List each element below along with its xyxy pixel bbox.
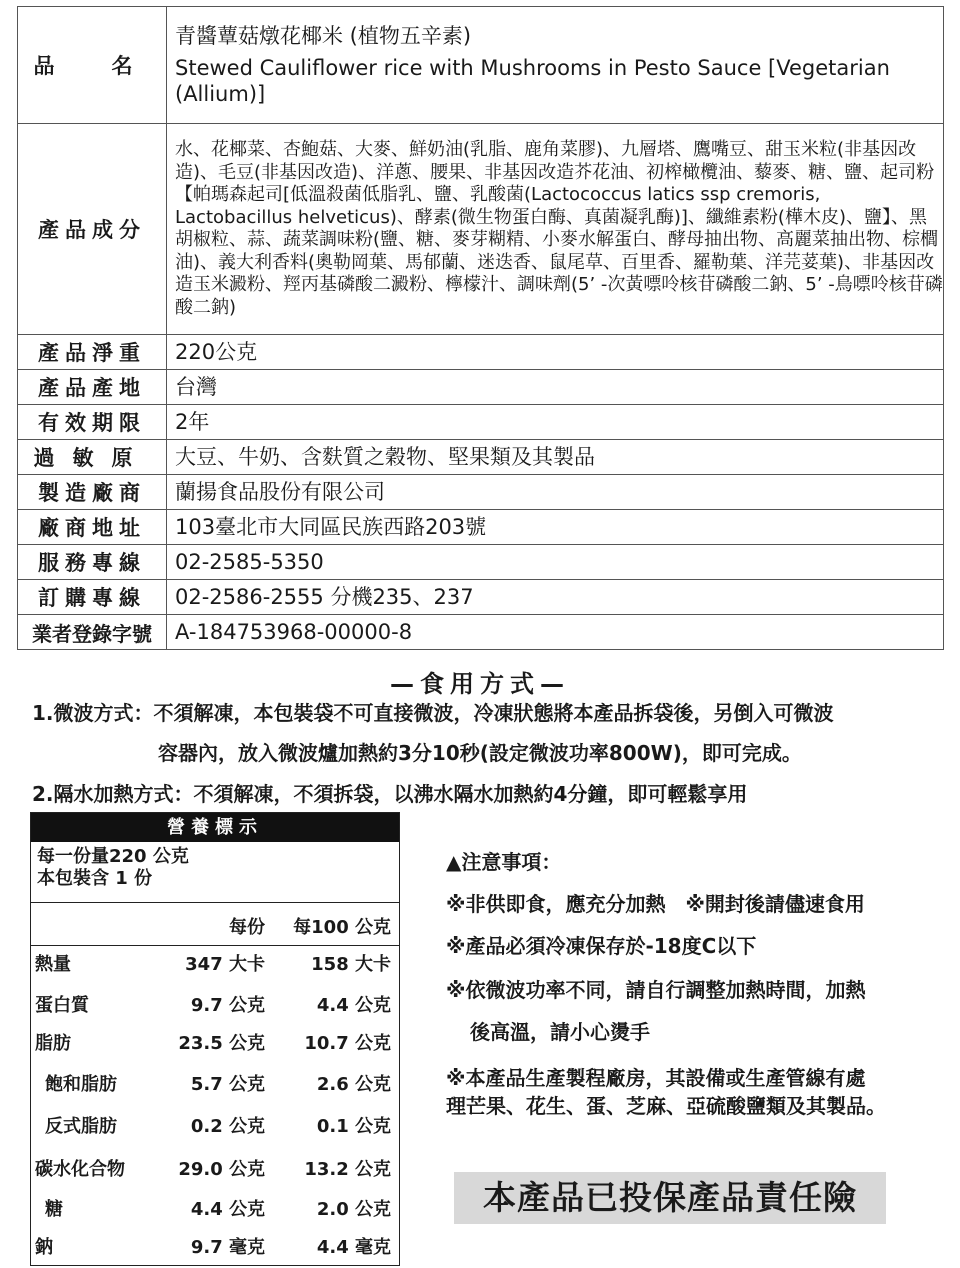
info-row <box>18 335 944 370</box>
nutrient-per-100g: 13.2 公克 <box>304 1159 391 1180</box>
nutrient-name: 鈉 <box>35 1237 53 1258</box>
nutrient-per-100g: 2.6 公克 <box>316 1074 391 1095</box>
nutrient-per-100g: 0.1 公克 <box>316 1116 391 1137</box>
info-row <box>18 370 944 405</box>
product-name-row <box>18 7 944 124</box>
info-row <box>18 615 944 650</box>
info-row <box>18 545 944 580</box>
ingredients-label: 產品成分 <box>18 124 167 335</box>
info-value: 2年 <box>167 405 944 440</box>
product-name-label: 品 名 <box>18 7 167 124</box>
info-row <box>18 405 944 440</box>
nutrient-per-100g: 4.4 公克 <box>316 995 391 1016</box>
product-info-table <box>17 6 944 650</box>
nutrient-name: 脂肪 <box>35 1033 71 1054</box>
info-label: 過敏原 <box>18 440 167 475</box>
info-row <box>18 440 944 475</box>
info-value: 220公克 <box>167 335 944 370</box>
nutrient-name: 反式脂肪 <box>45 1116 117 1137</box>
ingredients-text: 水、花椰菜、杏鮑菇、大麥、鮮奶油(乳脂、鹿角菜膠)、九層塔、鷹嘴豆、甜玉米粒(非基因改造)、毛豆(非基因改造)、洋蔥、腰果、非基因改造芥花油、初榨橄欖油、藜麥、糖、鹽、起司粉【帕瑪森起司[低溫殺菌低脂乳、鹽、乳酸菌(Lactococcus latics ssp cremoris, Lactobacillus helveticus)、酵素(微生物蛋白酶、真菌凝乳酶)]、纖維素粉(樺木皮)、鹽】、黑胡椒粒、蒜、蔬菜調味粉(鹽、糖、麥芽糊精、小麥水解蛋白、酵母抽出物、高麗菜抽出物、棕櫚油)、義大利香料(奧勒岡葉、馬郁蘭、迷迭香、鼠尾草、百里香、羅勒葉、洋芫荽葉)、非基因改造玉米澱粉、羥丙基磷酸二澱粉、檸檬汁、調味劑(5’ -次黃嘌呤核苷磷酸二鈉、5’ -鳥嘌呤核苷磷酸二鈉) <box>167 124 944 335</box>
nutrient-per-100g: 4.4 毫克 <box>316 1237 391 1258</box>
nutrition-panel <box>30 812 400 1266</box>
nutrient-per-serving: 9.7 公克 <box>190 995 265 1016</box>
serving-size: 每一份量220 公克 <box>37 846 189 867</box>
info-label: 訂購專線 <box>18 580 167 615</box>
info-value: 02-2585-5350 <box>167 545 944 580</box>
info-label: 產品產地 <box>18 370 167 405</box>
note-3b: 後高溫，請小心燙手 <box>470 1020 650 1044</box>
col-per-100g: 每100 公克 <box>293 917 391 938</box>
insurance-banner: 本產品已投保產品責任險 <box>454 1172 886 1224</box>
product-name-zh: 青醬蕈菇燉花椰米 (植物五辛素) <box>175 24 472 48</box>
note-1: ※非供即食，應充分加熱 ※開封後請儘速食用 <box>446 892 865 916</box>
product-name-cell <box>167 7 944 124</box>
usage-line-2: 容器內，放入微波爐加熱約3分10秒(設定微波功率800W)，即可完成。 <box>158 741 802 765</box>
serving-info <box>31 842 399 903</box>
nutrient-per-serving: 23.5 公克 <box>178 1033 265 1054</box>
usage-title: —食用方式— <box>390 670 570 698</box>
info-label: 業者登錄字號 <box>18 615 167 650</box>
usage-line-1: 1.微波方式：不須解凍，本包裝袋不可直接微波，冷凍狀態將本產品拆袋後，另倒入可微波 <box>32 701 834 725</box>
nutrient-name: 糖 <box>45 1199 63 1220</box>
note-3a: ※依微波功率不同，請自行調整加熱時間，加熱 <box>446 978 866 1002</box>
nutrient-name: 熱量 <box>35 954 71 975</box>
info-label: 製造廠商 <box>18 475 167 510</box>
nutrient-name: 飽和脂肪 <box>45 1074 117 1095</box>
nutrient-per-serving: 4.4 公克 <box>190 1199 265 1220</box>
usage-line-3: 2.隔水加熱方式：不須解凍，不須拆袋，以沸水隔水加熱約4分鐘，即可輕鬆享用 <box>32 782 748 806</box>
nutrient-per-serving: 0.2 公克 <box>190 1116 265 1137</box>
info-row <box>18 475 944 510</box>
nutrient-per-100g: 2.0 公克 <box>316 1199 391 1220</box>
info-value: 大豆、牛奶、含麩質之穀物、堅果類及其製品 <box>167 440 944 475</box>
ingredients-row <box>18 124 944 335</box>
info-label: 產品淨重 <box>18 335 167 370</box>
info-row <box>18 580 944 615</box>
info-row <box>18 510 944 545</box>
info-value: 台灣 <box>167 370 944 405</box>
nutrient-per-100g: 10.7 公克 <box>304 1033 391 1054</box>
nutrient-per-serving: 5.7 公克 <box>190 1074 265 1095</box>
info-label: 廠商地址 <box>18 510 167 545</box>
info-value: 103臺北市大同區民族西路203號 <box>167 510 944 545</box>
info-value: 02-2586-2555 分機235、237 <box>167 580 944 615</box>
info-label: 服務專線 <box>18 545 167 580</box>
nutrient-per-serving: 9.7 毫克 <box>190 1237 265 1258</box>
nutrition-column-headers <box>31 903 399 946</box>
note-4b: 理芒果、花生、蛋、芝麻、亞硫酸鹽類及其製品。 <box>446 1094 886 1118</box>
col-per-serving: 每份 <box>229 917 265 938</box>
nutrition-title: 營養標示 <box>31 813 399 842</box>
nutrient-name: 碳水化合物 <box>35 1159 125 1180</box>
notes-title: ▲注意事項： <box>446 850 562 874</box>
nutrient-per-100g: 158 大卡 <box>311 954 391 975</box>
info-label: 有效期限 <box>18 405 167 440</box>
info-value: A-184753968-00000-8 <box>167 615 944 650</box>
note-2: ※產品必須冷凍保存於-18度C以下 <box>446 934 757 958</box>
nutrient-name: 蛋白質 <box>35 995 89 1016</box>
nutrient-per-serving: 29.0 公克 <box>178 1159 265 1180</box>
servings-per-pack: 本包裝含 1 份 <box>37 868 153 889</box>
nutrient-per-serving: 347 大卡 <box>185 954 265 975</box>
product-name-en: Stewed Cauliflower rice with Mushrooms in Pesto Sauce [Vegetarian (Allium)] <box>175 56 890 106</box>
note-4a: ※本產品生產製程廠房，其設備或生產管線有處 <box>446 1066 866 1090</box>
info-value: 蘭揚食品股份有限公司 <box>167 475 944 510</box>
